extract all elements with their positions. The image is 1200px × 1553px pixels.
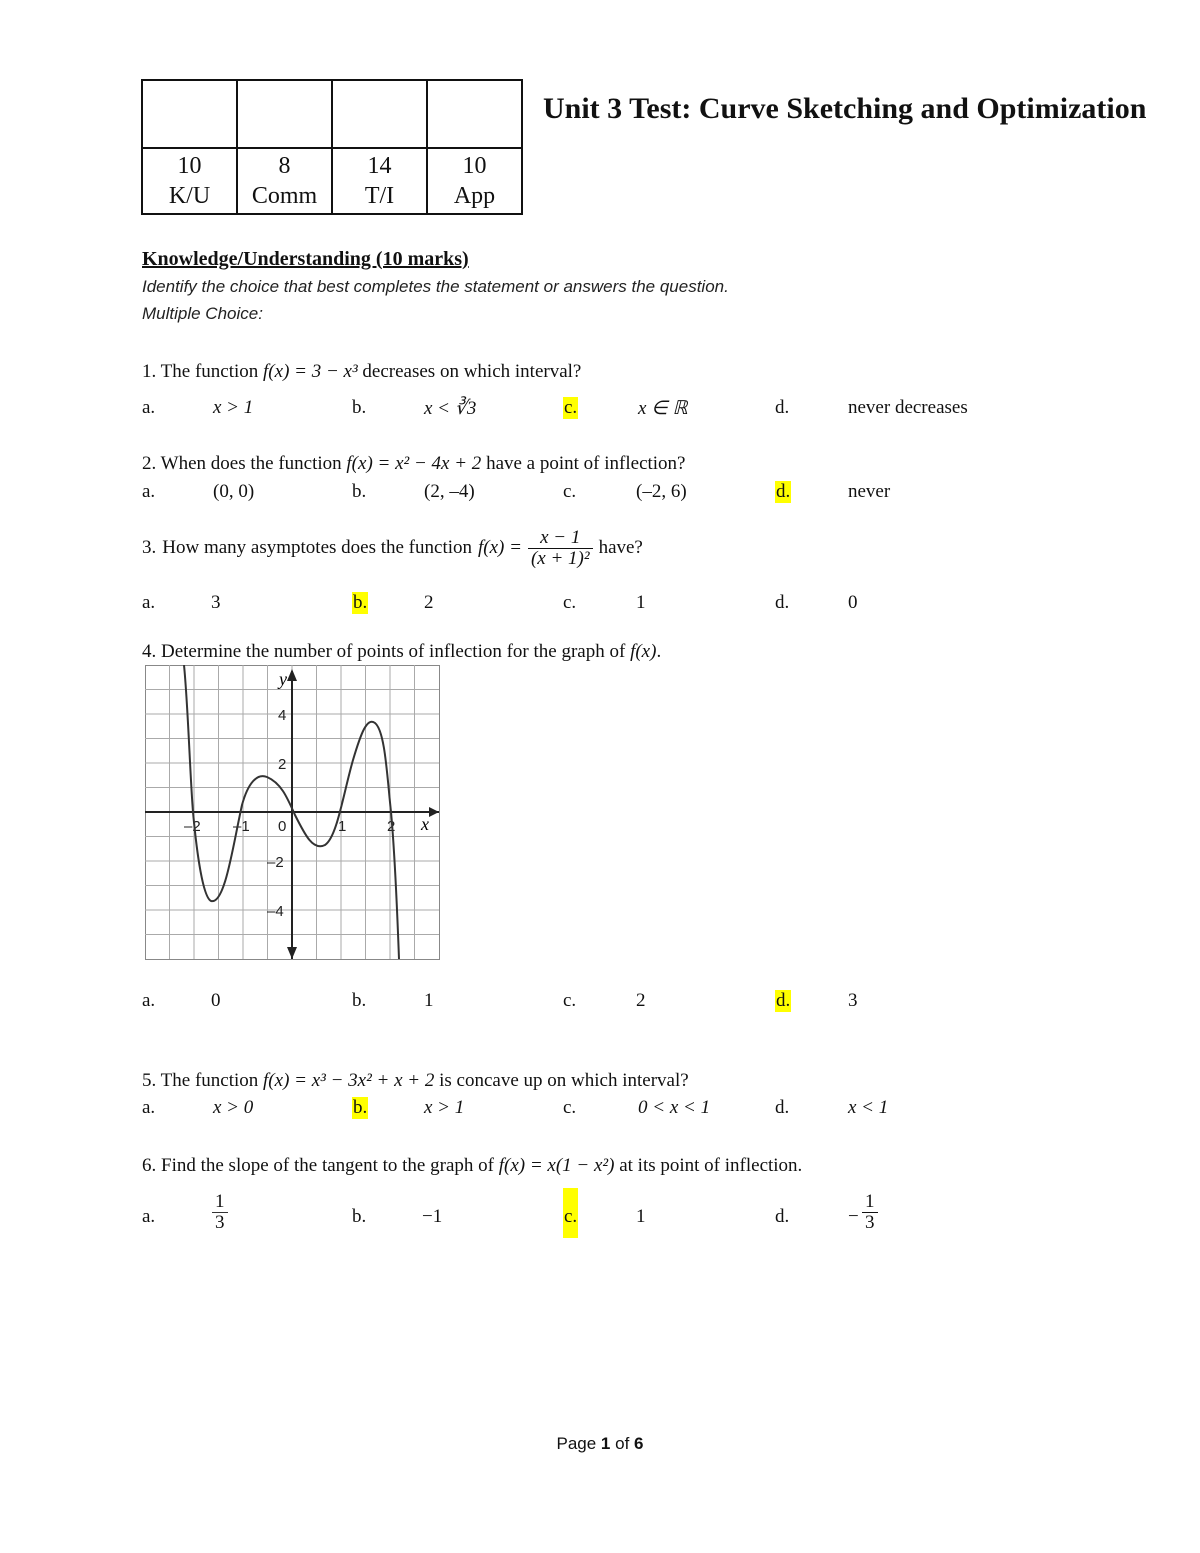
question-number: 5.: [142, 1070, 157, 1091]
page-footer: [0, 1434, 1200, 1454]
question-formula: f(x) = 3 − x³: [263, 361, 358, 382]
function-graph: [145, 665, 441, 961]
x-tick-label: –1: [233, 818, 250, 835]
option-text: (2, –4): [424, 481, 475, 502]
question-formula: f(x) = x³ − 3x² + x + 2: [263, 1070, 435, 1091]
option-letter-highlighted[interactable]: d.: [776, 990, 791, 1011]
option-text: 1: [636, 1206, 646, 1227]
marks-value: 8: [278, 153, 291, 179]
option-letter[interactable]: d.: [775, 1097, 790, 1118]
question-text-post: have a point of inflection?: [486, 453, 686, 474]
question-text: How many asymptotes does the function: [162, 537, 473, 559]
option-text: 3: [211, 592, 221, 613]
option-text: x ∈ ℝ: [638, 398, 688, 419]
x-tick-label: 0: [278, 818, 287, 835]
option-letter[interactable]: a.: [142, 1206, 156, 1227]
option-letter[interactable]: b.: [352, 481, 367, 502]
fraction-denominator: 3: [215, 1211, 225, 1233]
option-letter[interactable]: d.: [775, 592, 790, 613]
fraction-denominator: (x + 1)²: [530, 547, 590, 569]
question-1: [142, 361, 581, 383]
y-tick-label: –2: [267, 854, 284, 871]
option-letter-highlighted[interactable]: c.: [564, 397, 578, 418]
option-text: x < ∛3: [424, 398, 477, 419]
option-text: (0, 0): [213, 481, 255, 502]
question-formula-lhs: f(x) =: [478, 537, 522, 559]
option-text: 0 < x < 1: [638, 1097, 711, 1118]
option-letter[interactable]: a.: [142, 481, 156, 502]
question-4: [142, 641, 661, 663]
option-letter[interactable]: c.: [563, 481, 577, 502]
question-text: Determine the number of points of inflection for the graph of: [161, 641, 626, 662]
option-text: (–2, 6): [636, 481, 687, 502]
question-formula: f(x) = x² − 4x + 2: [346, 453, 482, 474]
x-tick-label: 2: [387, 818, 396, 835]
section-subheading: Multiple Choice:: [142, 304, 263, 323]
option-text: never decreases: [848, 397, 968, 418]
question-text: The function: [160, 361, 259, 382]
option-fraction: [212, 1192, 228, 1233]
question-text-post: decreases on which interval?: [362, 361, 582, 382]
question-6: [142, 1155, 802, 1177]
option-letter[interactable]: d.: [775, 397, 790, 418]
question-text-post: have?: [598, 537, 643, 559]
option-letter[interactable]: a.: [142, 1097, 156, 1118]
option-text: −1: [422, 1206, 443, 1227]
footer-of-word: of: [615, 1434, 630, 1453]
y-tick-label: 2: [278, 756, 287, 773]
marks-blank-ti[interactable]: [332, 80, 427, 148]
question-text-post: .: [656, 641, 662, 662]
option-text: x > 0: [213, 1097, 254, 1118]
fraction-denominator: 3: [865, 1211, 875, 1233]
option-fraction: [862, 1192, 878, 1233]
footer-page-word: Page: [556, 1434, 597, 1453]
marks-category: T/I: [364, 183, 395, 209]
question-text: The function: [160, 1070, 259, 1091]
marks-category: Comm: [251, 183, 318, 209]
marks-cell-ti: [332, 148, 427, 214]
option-letter[interactable]: b.: [352, 1206, 367, 1227]
option-text: x > 1: [424, 1097, 465, 1118]
marks-cell-app: [427, 148, 522, 214]
marks-value: 14: [367, 153, 392, 179]
option-text: 0: [211, 990, 221, 1011]
option-letter[interactable]: a.: [142, 592, 156, 613]
option-text: 2: [636, 990, 646, 1011]
marks-value: 10: [462, 153, 487, 179]
option-letter[interactable]: a.: [142, 397, 156, 418]
footer-page-number: 1: [600, 1434, 611, 1453]
question-number: 2.: [142, 453, 157, 474]
option-letter[interactable]: c.: [563, 592, 577, 613]
question-number: 6.: [142, 1155, 157, 1176]
question-number: 1.: [142, 361, 157, 382]
option-text: 1: [424, 990, 434, 1011]
marks-category: K/U: [168, 183, 211, 209]
y-axis-label: y: [279, 669, 287, 689]
section-heading: Knowledge/Understanding (10 marks): [142, 248, 469, 270]
x-tick-label: 1: [338, 818, 347, 835]
option-prefix: −: [848, 1206, 859, 1227]
question-2: [142, 453, 686, 475]
option-letter-highlighted[interactable]: b.: [353, 592, 368, 613]
y-tick-label: 4: [278, 707, 287, 724]
question-text: Find the slope of the tangent to the graph of: [161, 1155, 494, 1176]
option-letter[interactable]: b.: [352, 990, 367, 1011]
footer-page-total: 6: [634, 1434, 644, 1453]
marks-cell-comm: [237, 148, 332, 214]
question-3: [142, 528, 643, 569]
marks-blank-app[interactable]: [427, 80, 522, 148]
option-text: 3: [848, 990, 858, 1011]
option-letter-highlighted[interactable]: d.: [776, 481, 791, 502]
fraction-numerator: 1: [212, 1192, 228, 1213]
question-text: When does the function: [160, 453, 342, 474]
option-letter[interactable]: c.: [563, 990, 577, 1011]
option-letter-highlighted[interactable]: b.: [353, 1097, 368, 1118]
x-axis-label: x: [421, 814, 429, 834]
option-text: 1: [636, 592, 646, 613]
option-letter[interactable]: b.: [352, 397, 367, 418]
question-5: [142, 1070, 689, 1092]
question-formula: f(x) = x(1 − x²): [498, 1155, 615, 1176]
section-instruction: Identify the choice that best completes the statement or answers the question.: [142, 277, 729, 296]
y-tick-label: –4: [267, 903, 284, 920]
question-text-post: is concave up on which interval?: [439, 1070, 689, 1091]
marks-value: 10: [177, 153, 202, 179]
option-text: x > 1: [213, 397, 254, 418]
x-tick-label: –2: [184, 818, 201, 835]
option-letter[interactable]: a.: [142, 990, 156, 1011]
option-letter-highlighted[interactable]: c.: [563, 1188, 578, 1238]
option-letter[interactable]: d.: [775, 1206, 790, 1227]
page-title: Unit 3 Test: Curve Sketching and Optimization: [543, 92, 1147, 125]
question-text-post: at its point of inflection.: [619, 1155, 803, 1176]
option-text: never: [848, 481, 891, 502]
marks-blank-comm[interactable]: [237, 80, 332, 148]
option-letter[interactable]: c.: [563, 1097, 577, 1118]
marks-table: [141, 79, 523, 215]
marks-cell-ku: [142, 148, 237, 214]
marks-blank-ku[interactable]: [142, 80, 237, 148]
marks-category: App: [453, 183, 496, 209]
question-formula: f(x): [630, 641, 657, 662]
option-text: x < 1: [848, 1097, 889, 1118]
question-number: 4.: [142, 641, 157, 662]
question-formula-fraction: [528, 528, 593, 569]
fraction-numerator: x − 1: [528, 528, 593, 549]
option-text: 0: [848, 592, 858, 613]
fraction-numerator: 1: [862, 1192, 878, 1213]
option-text: 2: [424, 592, 434, 613]
question-number: 3.: [142, 537, 157, 559]
